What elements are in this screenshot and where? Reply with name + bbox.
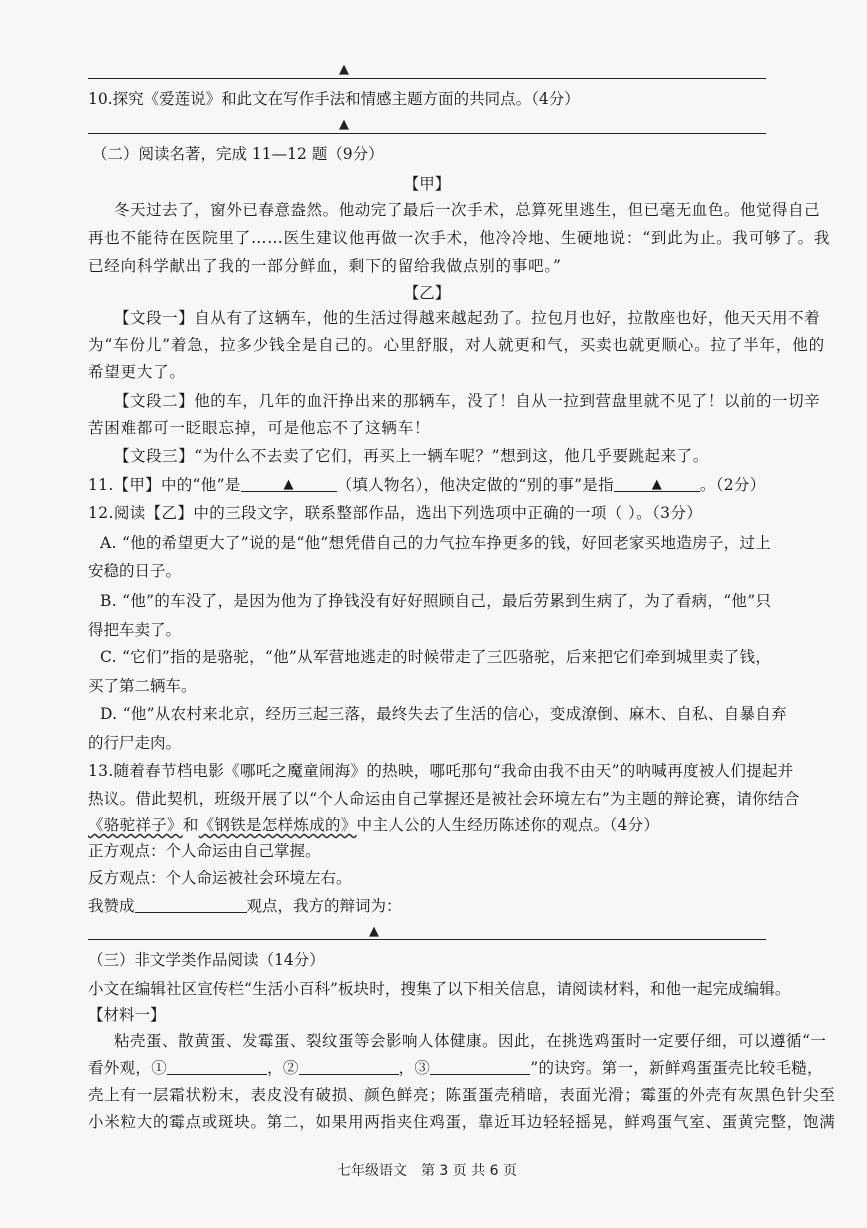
q11-part2: （填人物名），他决定做的“别的事”是指 xyxy=(336,476,614,494)
yi-line-3: 希望更大了。 xyxy=(88,363,186,381)
answer-marker-icon: ▲ xyxy=(339,117,349,132)
yi-line-5: 苦困难都可一眨眼忘掉，可是他忘不了这辆车！ xyxy=(88,419,431,437)
option-d-line-2: 的行尸走肉。 xyxy=(88,734,182,752)
section-3-intro: 小文在编辑社区宣传栏“生活小百科”板块时，搜集了以下相关信息，请阅读材料，和他一起完成编辑。 xyxy=(88,980,791,998)
yi-line-6: 【文段三】“为什么不去卖了它们，再买上一辆车呢？”想到这，他几乎要跳起来了。 xyxy=(114,447,709,465)
question-12: 12.阅读【乙】中的三段文字，联系整部作品，选出下列选项中正确的一项（ ）。（3分） xyxy=(88,504,703,522)
yi-line-2: 为“车份儿”着急，拉多少钱全是自己的。心里舒服，对人就更和气，买卖也就更顺心。拉了半年，他的 xyxy=(88,336,825,354)
q11-part1: 11.【甲】中的“他”是 xyxy=(88,476,241,494)
pro-viewpoint: 正方观点：个人命运由自己掌握。 xyxy=(88,842,321,860)
answer-line xyxy=(88,78,766,79)
material-1-line-1: 粘壳蛋、散黄蛋、发霉蛋、裂纹蛋等会影响人体健康。因此，在挑选鸡蛋时一定要仔细，可以遵循“一 xyxy=(114,1032,827,1050)
material-1-line-3: 壳上有一层霜状粉末，表皮没有破损、颜色鲜亮；陈蛋蛋壳稍暗，表面光滑；霉蛋的外壳有灰黑色针尖至 xyxy=(88,1086,836,1104)
question-11 xyxy=(88,475,766,496)
option-b-line-2: 得把车卖了。 xyxy=(88,621,182,639)
option-d-line-1: D. “他”从农村来北京，经历三起三落，最终失去了生活的信心，变成潦倒、麻木、自私、自暴自弃 xyxy=(100,705,787,723)
page-footer: 七年级语文 第 3 页 共 6 页 xyxy=(336,1163,518,1179)
q13-line-3-rest: 中主人公的人生经历陈述你的观点。（4分） xyxy=(356,816,660,834)
q11-part3: 。（2分） xyxy=(699,476,766,494)
q11-blank-thing[interactable] xyxy=(614,476,700,492)
material-1-label: 【材料一】 xyxy=(88,1006,166,1024)
option-c-line-1: C. “它们”指的是骆驼，“他”从军营地逃走的时候带走了三匹骆驼，后来把它们牵到城里卖了钱， xyxy=(100,648,772,666)
yi-line-1: 【文段一】自从有了这辆车，他的生活过得越来越起劲了。拉包月也好，拉散座也好，他天天用不着 xyxy=(114,309,821,327)
q11-blank-name[interactable] xyxy=(241,476,337,492)
option-c-line-2: 买了第二辆车。 xyxy=(88,677,197,695)
question-13-line-2: 热议。借此契机，班级开展了以“个人命运由自己掌握还是被社会环境左右”为主题的辩论赛，请你结合 xyxy=(88,790,800,808)
agree-suffix: 观点，我方的辩词为： xyxy=(246,897,402,915)
yi-line-4: 【文段二】他的车，几年的血汗挣出来的那辆车，没了！自从一拉到营盘里就不见了！以前的一切辛 xyxy=(114,392,821,410)
answer-marker-icon: ▲ xyxy=(339,62,349,77)
material-1-line-2 xyxy=(88,1058,823,1079)
question-13-line-1: 13.随着春节档电影《哪吒之魔童闹海》的热映，哪吒那句“我命由我不由天”的呐喊再度被人们提起并 xyxy=(88,762,794,780)
con-viewpoint: 反方观点：个人命运被社会环境左右。 xyxy=(88,869,352,887)
option-a-line-1: A. “他的希望更大了”说的是“他”想凭借自己的力气拉车挣更多的钱，好回老家买地造房子，过上 xyxy=(100,534,772,552)
material-1-line-4: 小米粒大的霉点或斑块。第二，如果用两指夹住鸡蛋，靠近耳边轻轻摇晃，鲜鸡蛋气室、蛋黄完整，饱满 xyxy=(88,1113,836,1131)
question-10: 10.探究《爱莲说》和此文在写作手法和情感主题方面的共同点。（4分） xyxy=(88,90,580,108)
jia-line-3: 已经向科学献出了我的一部分鲜血，剩下的留给我做点别的事吧。” xyxy=(88,257,562,275)
jia-line-2: 再也不能待在医院里了……医生建议他再做一次手术，他冷冷地、生硬地说：“到此为止。我可够了。我 xyxy=(88,229,831,247)
section-2-title: （二）阅读名著，完成 11—12 题（9分） xyxy=(92,145,384,163)
book-title-luotuo-xiangzi: 《骆驼祥子》 xyxy=(88,816,183,834)
m1-sep-3: ，③ xyxy=(398,1059,431,1077)
answer-marker-icon: ▲ xyxy=(369,924,379,939)
answer-marker-icon: ▲ xyxy=(651,477,663,492)
answer-line xyxy=(88,133,766,134)
option-b-line-1: B. “他”的车没了，是因为他为了挣钱没有好好照顾自己，最后劳累到生病了，为了看病，“他”只 xyxy=(100,592,772,610)
m1-tail: ”的诀窍。第一，新鲜鸡蛋蛋壳比较毛糙， xyxy=(530,1059,823,1077)
m1-blank-2[interactable] xyxy=(299,1059,399,1075)
and-text: 和 xyxy=(182,816,199,834)
question-13-line-3 xyxy=(88,815,659,836)
answer-line xyxy=(88,939,766,940)
agree-blank[interactable] xyxy=(135,897,247,913)
answer-marker-icon: ▲ xyxy=(283,477,294,492)
section-3-title: （三）非文学类作品阅读（14分） xyxy=(88,951,325,969)
jia-label: 【甲】 xyxy=(403,175,451,193)
m1-blank-3[interactable] xyxy=(430,1059,530,1075)
option-a-line-2: 安稳的日子。 xyxy=(88,562,182,580)
yi-label: 【乙】 xyxy=(403,284,451,302)
m1-blank-1[interactable] xyxy=(167,1059,267,1075)
jia-line-1: 冬天过去了，窗外已春意盎然。他动完了最后一次手术，总算死里逃生，但已毫无血色。他觉得自己 xyxy=(114,201,821,219)
m1-sep-2: ，② xyxy=(267,1059,299,1077)
m1-lead: 看外观，① xyxy=(88,1059,168,1077)
agree-line xyxy=(88,896,402,917)
book-title-gangtie: 《钢铁是怎样炼成的》 xyxy=(198,816,357,834)
agree-prefix: 我赞成 xyxy=(88,897,135,915)
